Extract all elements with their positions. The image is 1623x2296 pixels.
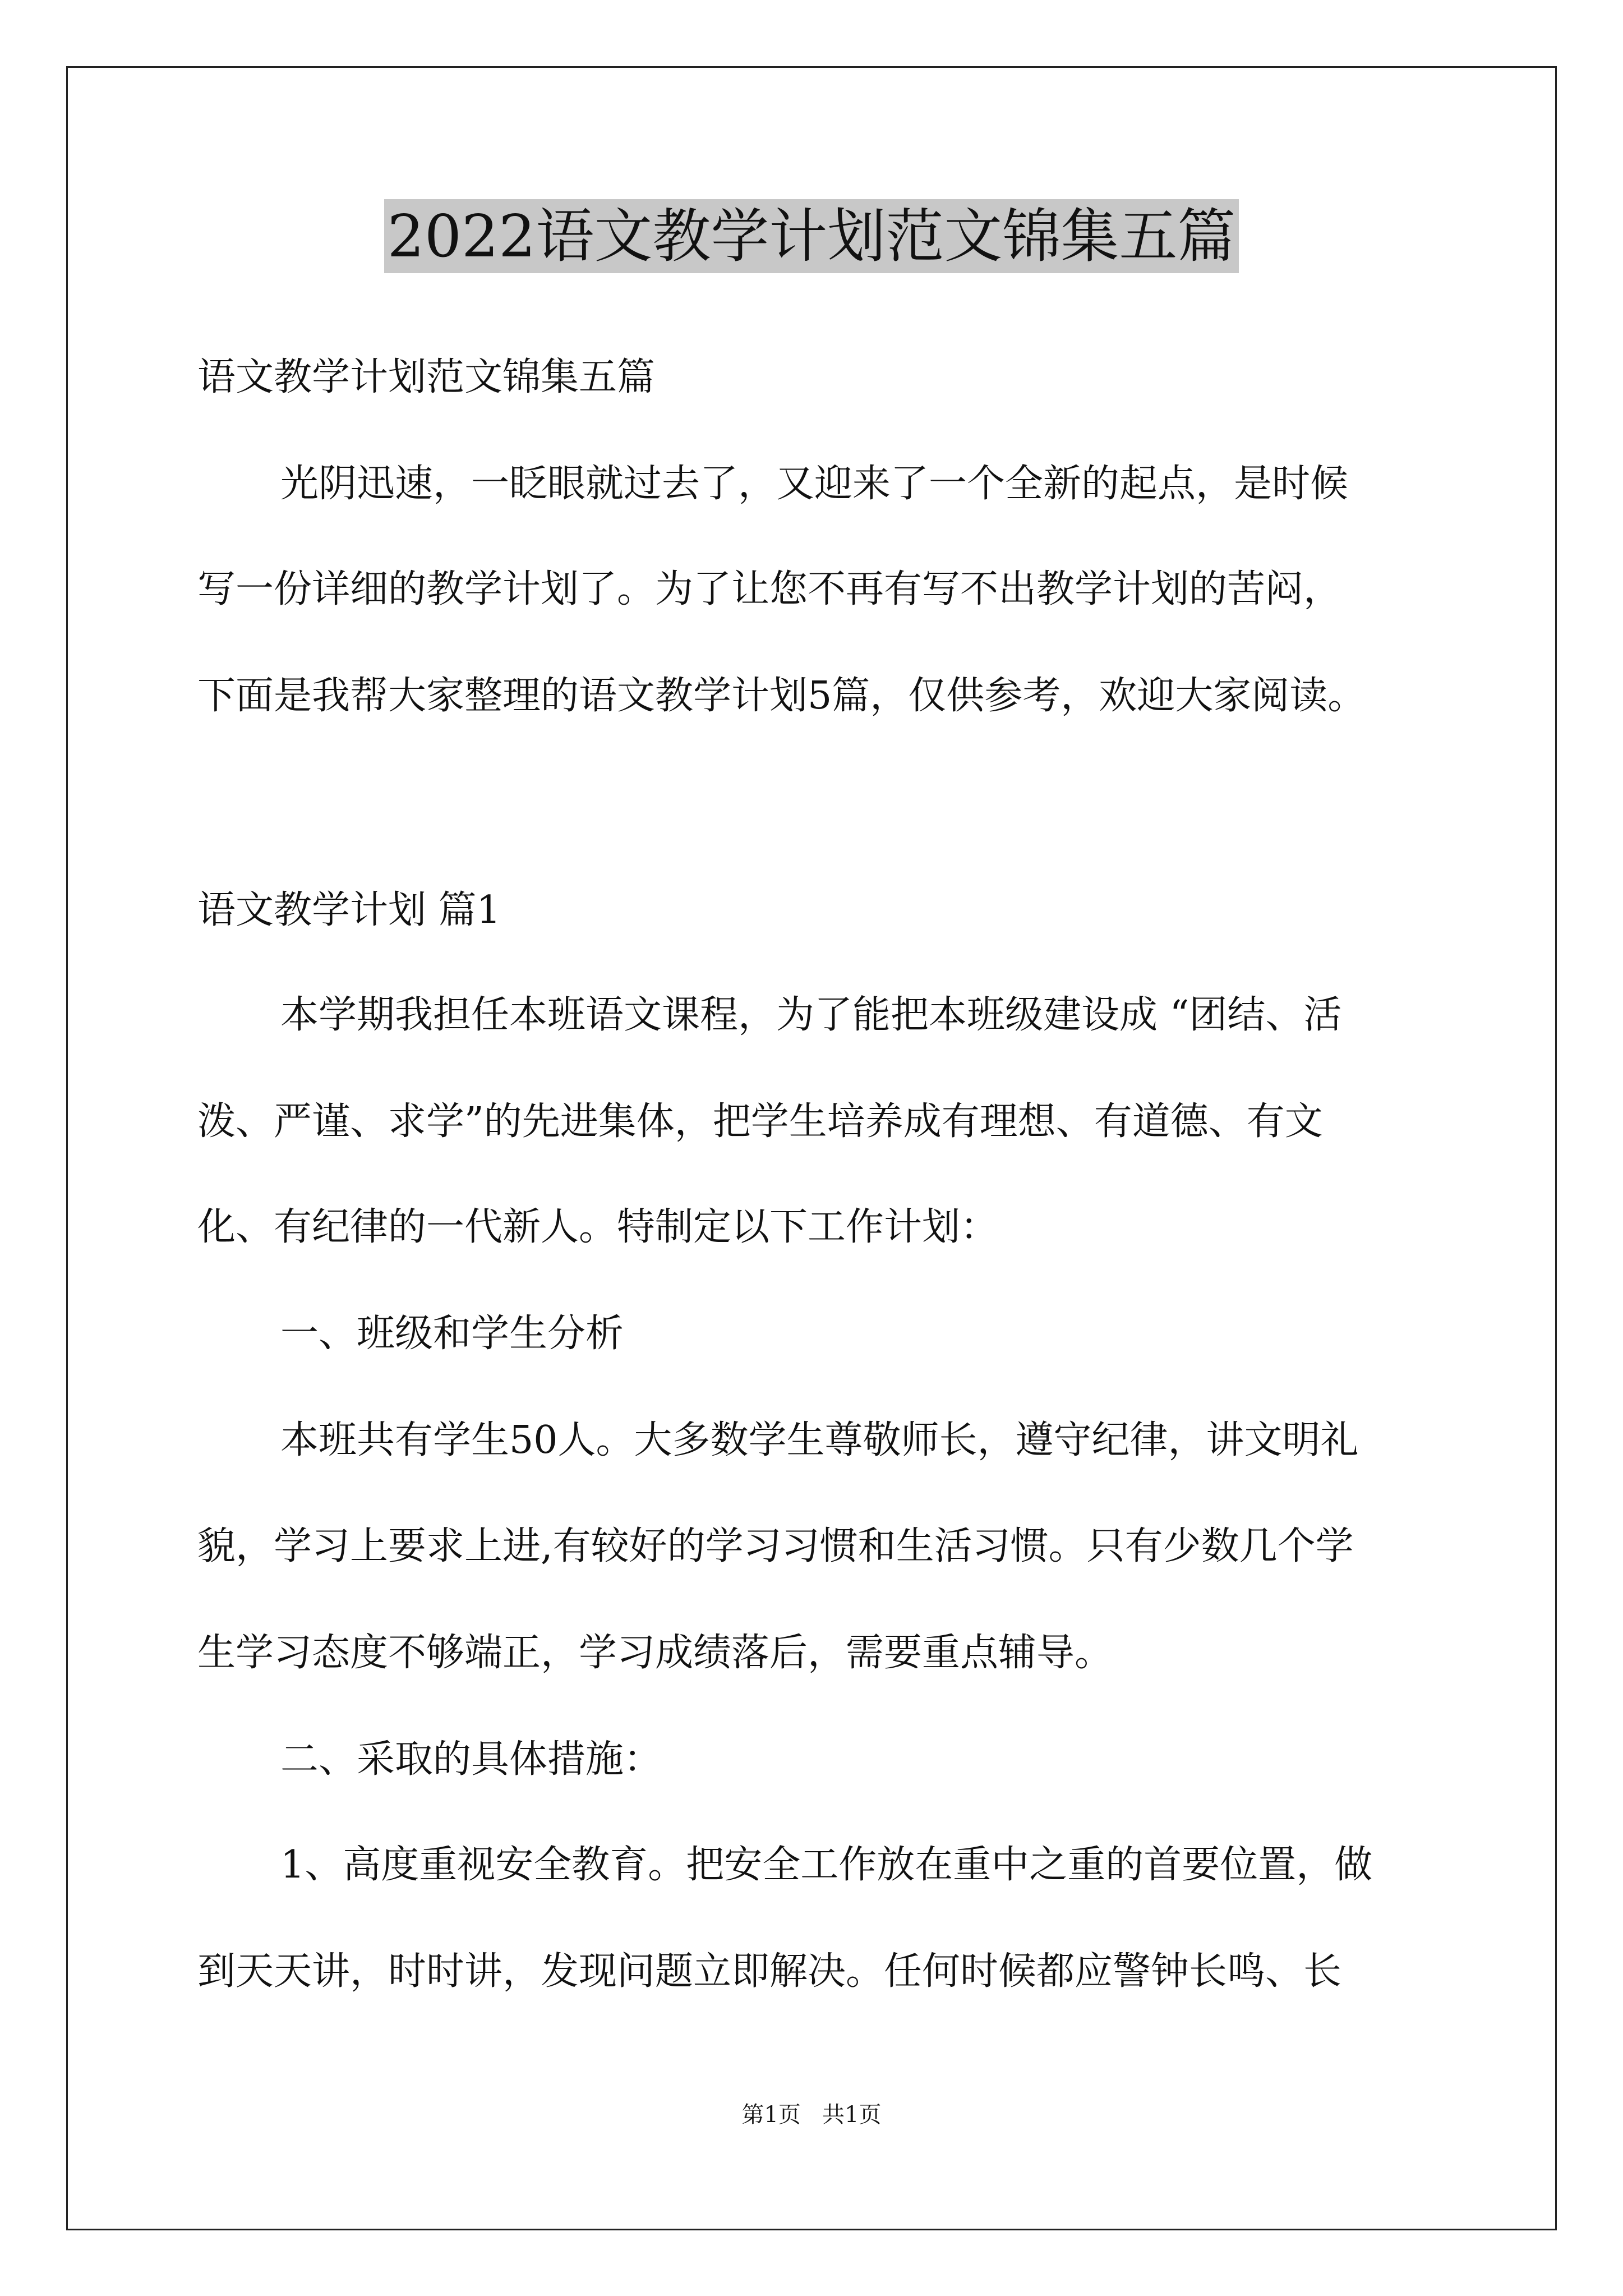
document-title: 2022语文教学计划范文锦集五篇 xyxy=(384,199,1239,273)
paragraph-line: 下面是我帮大家整理的语文教学计划5篇，仅供参考，欢迎大家阅读。 xyxy=(197,674,1366,718)
subheading-line: 一、班级和学生分析 xyxy=(280,1312,624,1356)
paragraph-line: 写一份详细的教学计划了。为了让您不再有写不出教学计划的苦闷， xyxy=(197,567,1342,611)
paragraph-line: 化、有纪律的一代新人。特制定以下工作计划： xyxy=(197,1205,999,1249)
subheading-line: 二、采取的具体措施： xyxy=(280,1737,662,1782)
section-heading: 语文教学计划 篇1 xyxy=(197,888,501,932)
paragraph-line: 泼、严谨、求学”的先进集体，把学生培养成有理想、有道德、有文 xyxy=(197,1099,1323,1144)
paragraph-line: 光阴迅速，一眨眼就过去了，又迎来了一个全新的起点，是时候 xyxy=(280,462,1349,506)
page-number-footer: 第1页 共1页 xyxy=(741,2102,882,2128)
paragraph-line: 本学期我担任本班语文课程，为了能把本班级建设成 “团结、活 xyxy=(280,993,1342,1037)
paragraph-line: 1、高度重视安全教育。把安全工作放在重中之重的首要位置，做 xyxy=(280,1843,1373,1887)
title-container xyxy=(0,199,1623,273)
paragraph-line: 貌，学习上要求上进,有较好的学习习惯和生活习惯。只有少数几个学 xyxy=(197,1524,1354,1568)
paragraph-line: 本班共有学生50人。大多数学生尊敬师长，遵守纪律，讲文明礼 xyxy=(280,1418,1359,1462)
paragraph-line: 生学习态度不够端正，学习成绩落后，需要重点辅导。 xyxy=(197,1631,1113,1675)
paragraph-line: 到天天讲，时时讲，发现问题立即解决。任何时候都应警钟长鸣、长 xyxy=(197,1949,1342,1994)
subtitle-line: 语文教学计划范文锦集五篇 xyxy=(197,355,656,399)
